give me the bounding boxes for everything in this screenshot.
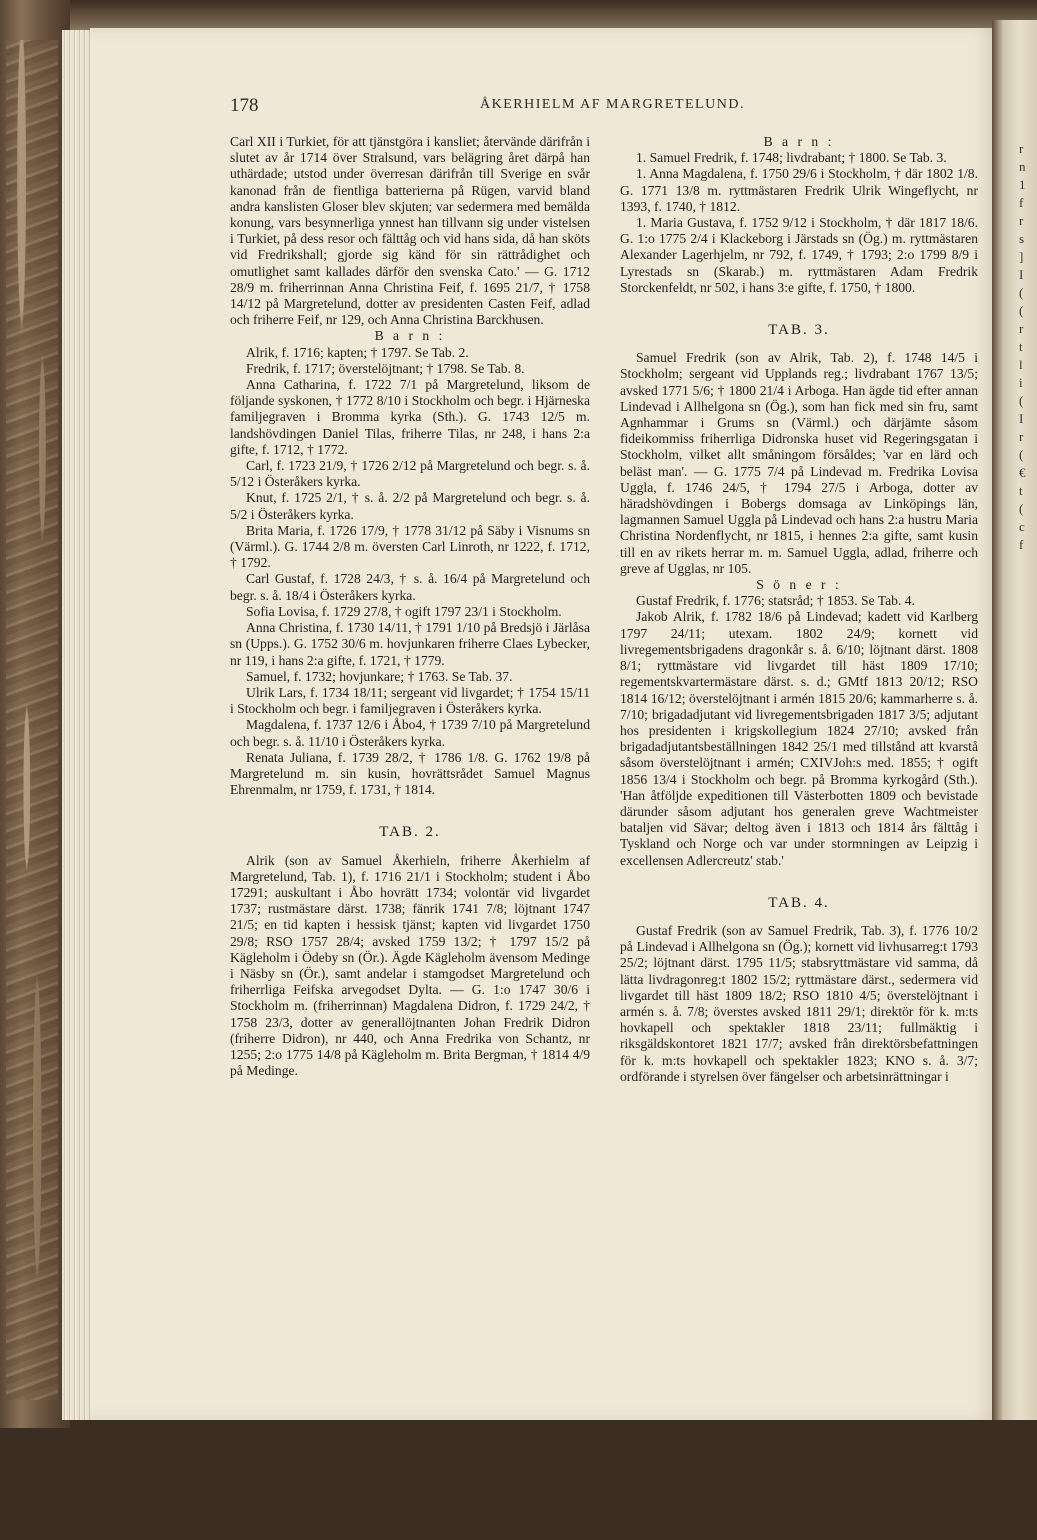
genealogy-entry: Gustaf Fredrik (son av Samuel Fredrik, Tab. 3), f. 1776 10/2 på Lindevad i Allhelgona sn (Ög.); kornett vid livhusarreg:t 1793 25/2; löjtnant därst. 1795 11/5; stabsryttmästare vid samma, då lätta livdragonreg:t 1802 15/2; ryttmästare därst., sedermera vid livgardet till häst 1809 18/2; RSO 1810 4/5; överstelöjtnant i armén s. å. 7/8; överstes avsked 1811 29/1; direktör för k. m:ts hovkapell och spektakler 1818 23/11; fullmäktig i riksgäldskontoret 1821 17/7; avsked från direktörsbefattningen för k. m:ts hovkapell och spektakler 1823; KNO s. å. 3/7; ordförande i styrelsen över fängelser och arbetsinrättningar i — [620, 922, 978, 1084]
genealogy-entry: Alrik, f. 1716; kapten; † 1797. Se Tab. 2. — [246, 344, 469, 360]
next-page-letter: r — [1019, 213, 1024, 228]
children-heading: B a r n : — [374, 328, 446, 344]
table-heading: TAB. 4. — [768, 894, 830, 911]
book-cover-edge — [0, 0, 70, 1428]
next-page-letter: ] — [1019, 249, 1024, 264]
left-text-column — [230, 134, 590, 1079]
next-page-letter: ( — [1019, 303, 1024, 318]
genealogy-entry: Gustaf Fredrik, f. 1776; statsråd; † 1853. Se Tab. 4. — [636, 593, 915, 609]
next-page-letter: I — [1019, 267, 1024, 282]
genealogy-entry: Jakob Alrik, f. 1782 18/6 på Lindevad; kadett vid Karlberg 1797 24/11; utexam. 1802 24/9; kornett vid livregementsbrigadens dragonkår s. å. 6/10; löjtnant därst. 1808 8/1; ryttmästare vid livgardet till häst 1809 17/10; regementskvartermästare därst. s. d.; GMtf 1813 20/12; RSO 1814 16/12; överstelöjtnant i armén 1815 20/6; kammarherre s. å. 7/10; brigadadjutant vid livregementsbrigaden 1817 3/5; adjutant hos presidenten i krigskollegium 1824 27/10; avsked från brigadadjutantsbeställningen 1842 25/1 med tillstånd att kvarstå såsom överstelöjtnant i armén; CXIVJoh:s med. 1855; † ogift 1856 13/4 i Stockholm och begr. på Bromma kyrkogård (Sth.). 'Han åtföljde expeditionen till Västerbotten 1809 och bevistade därunder såsom adjutant hos generalen greve Wachtmeister bataljen vid Sävar; deltog även i 1813 och 1814 års fälttåg i Tyskland och Norge och var under stormningen av Leipzig i excellensen Adlercreutz' stab.' — [620, 609, 978, 868]
next-page-letter: r — [1019, 429, 1024, 444]
genealogy-entry: Anna Catharina, f. 1722 7/1 på Margretelund, liksom de följande syskonen, † 1772 8/10 i Stockholm och begr. i Hjärneska familjegraven i Bromma kyrka (Sth.). G. 1743 12/5 m. landshövdingen Daniel Tilas, friherre Tilas, nr 248, i hans 2:a gifte, f. 1712, † 1772. — [230, 377, 590, 457]
genealogy-entry: 1. Maria Gustava, f. 1752 9/12 i Stockholm, † där 1817 18/6. G. 1:o 1775 2/4 i Klackeborg i Järstads sn (Ög.) m. ryttmästaren Alexander Lagerhjelm, nr 792, f. 1749, † 1793; 2:o 1799 8/9 i Lyrestads sn (Skarab.) m. ryttmästaren Adam Fredrik Storckenfeldt, nr 502, i hans 3:e gifte, f. 1750, † 1800. — [620, 215, 978, 295]
next-page-letter: I — [1019, 411, 1024, 426]
children-heading: S ö n e r : — [756, 577, 842, 593]
table-heading: TAB. 3. — [768, 322, 830, 339]
next-page-letter: l — [1019, 357, 1023, 372]
next-page-letter: r — [1019, 321, 1024, 336]
genealogy-entry: Knut, f. 1725 2/1, † s. å. 2/2 på Margretelund och begr. s. å. 5/2 i Österåkers kyrka. — [230, 490, 590, 522]
next-page-letter: i — [1019, 375, 1023, 390]
genealogy-entry: Renata Juliana, f. 1739 28/2, † 1786 1/8. G. 1762 19/8 på Margretelund m. sin kusin, hovrättsrådet Samuel Magnus Ehrenmalm, nr 1759, f. 1731, † 1814. — [230, 749, 590, 798]
genealogy-entry: Ulrik Lars, f. 1734 18/11; sergeant vid livgardet; † 1754 15/11 i Stockholm och begr. i familjegraven i Österåkers kyrka. — [230, 684, 590, 717]
next-page-letter: ( — [1019, 393, 1024, 408]
children-heading: B a r n : — [763, 134, 835, 149]
next-page-letter: 1 — [1019, 177, 1026, 192]
next-page-letter: ( — [1019, 447, 1024, 462]
genealogy-entry: Fredrik, f. 1717; överstelöjtnant; † 1798. Se Tab. 8. — [246, 360, 525, 376]
next-page-letter: t — [1019, 339, 1023, 354]
page-number: 178 — [230, 95, 259, 116]
paragraph: Carl XII i Turkiet, för att tjänstgöra i kansliet; återvände därifrån i slutet av år 1714 över Stralsund, vars belägring året därpå han uthärdade; utstod under överresan därifrån till Sverige en svår kanonad från de fientliga batterierna på Rügen, varvid bland andra kanslisten Gloser blev skjuten; var sedermera med bemälda konung, vars besynnerliga ynnest han tillvann sig under vistelsen i Turkiet, på dess resor och fälttåg och vid hans sida, då han sköts vid Fredrikshall; gjorde sig känd för sin rättrådighet och omutlighet samt kallades därför den svenska Cato.' — G. 1712 28/9 m. friherrinnan Anna Christina Feif, f. 1695 21/7, † 1758 14/12 på Margretelund, dotter av presidenten Casten Feif, adlad och friherre Feif, nr 129, och Anna Christina Barckhusen. — [230, 134, 590, 328]
next-page-letter: ( — [1019, 501, 1024, 516]
page-header — [230, 95, 1000, 119]
next-page-letter: c — [1019, 519, 1025, 534]
next-page-letter: ( — [1019, 285, 1024, 300]
next-page-letter: f — [1019, 195, 1024, 210]
genealogy-entry: 1. Samuel Fredrik, f. 1748; livdrabant; † 1800. Se Tab. 3. — [636, 150, 947, 166]
next-page-letter: f — [1019, 537, 1024, 552]
next-page-letter: s — [1019, 231, 1025, 246]
genealogy-entry: 1. Anna Magdalena, f. 1750 29/6 i Stockholm, † där 1802 1/8. G. 1771 13/8 m. ryttmästaren Fredrik Ulrik Wingeflycht, nr 1393, f. 1740, † 1812. — [620, 166, 978, 214]
running-head: ÅKERHIELM AF MARGRETELUND. — [480, 97, 745, 112]
genealogy-entry: Brita Maria, f. 1726 17/9, † 1778 31/12 på Säby i Visnums sn (Värml.). G. 1744 2/8 m. översten Carl Linroth, nr 1222, f. 1712, † 1792. — [230, 522, 590, 571]
table-heading: TAB. 2. — [379, 824, 441, 841]
marbled-cover-pattern — [6, 40, 58, 1400]
genealogy-entry: Samuel Fredrik (son av Alrik, Tab. 2), f. 1748 14/5 i Stockholm; sergeant vid Upplands reg.; livdrabant 1767 13/5; avsked 1771 5/6; † 1800 21/4 i Arboga. Han ägde tid efter annan Lindevad i Allhelgona sn (Ög.), som han fick med sin fru, samt Agnhammar i Grums sn (Värml.) och därjämte såsom fideikommiss friherrliga Didronska huset vid Regeringsgatan i Stockholm, vilket allt småningom försåldes; 'var en lärd och beläst man'. — G. 1775 7/4 på Lindevad m. Fredrika Lovisa Uggla, f. 1746 24/5, † 1794 27/5 i Arboga, dotter av häradshövdingen i Bobergs domsaga av Linköpings län, lagmannen Samuel Uggla på Lindevad och hans 2:a hustru Maria Christina Nordenflycht, nr 1815, i hennes 2:a gifte, samt kusin till en av rikets herrar m. m. Samuel Uggla, adlad, friherre och greve af Ugglas, nr 105. — [620, 350, 978, 576]
genealogy-entry: Sofia Lovisa, f. 1729 27/8, † ogift 1797 23/1 i Stockholm. — [246, 603, 562, 619]
next-page-letter: t — [1019, 483, 1023, 498]
genealogy-entry: Alrik (son av Samuel Åkerhieln, friherre Åkerhielm af Margretelund, Tab. 1), f. 1716 21/1 i Stockholm; student i Åbo 17291; auskultant i Åbo hovrätt 1734; volontär vid livgardet 1737; rustmästare därst. 1738; fänrik 1741 7/8; löjtnant 1747 21/5; en tid kapten i hessisk tjänst; kapten vid livgardet 1750 29/8; RSO 1757 28/4; avsked 1759 13/2; † 1797 15/2 på Kägleholm i Ödeby sn (Ör.). Ägde Kägleholm ävensom Medinge i Näsby sn (Ör.), samt andelar i stamgodset Margretelund och friherrliga Feifska arvegodset Dylta. — G. 1:o 1747 30/6 i Stockholm m. (friherrinnan) Magdalena Didron, f. 1729 24/2, † 1758 23/3, dotter av generallöjtnanten Johan Fredrik Didron (friherre Didron), nr 440, och Anna Fredrika von Schantz, nr 1255; 2:o 1775 14/8 på Kägleholm m. Brita Bergman, † 1814 4/9 på Medinge. — [230, 852, 590, 1079]
genealogy-entry: Anna Christina, f. 1730 14/11, † 1791 1/10 på Bredsjö i Järlåsa sn (Upps.). G. 1752 30/6 m. hovjunkaren friherre Claes Lybecker, nr 119, i hans 2:a gifte, f. 1721, † 1779. — [230, 620, 590, 668]
next-page-letter: € — [1019, 465, 1026, 480]
next-page-letter: n — [1019, 159, 1026, 174]
next-page-letter: r — [1019, 141, 1024, 156]
next-page-fragment — [1015, 140, 1037, 1540]
genealogy-entry: Carl, f. 1723 21/9, † 1726 2/12 på Margretelund och begr. s. å. 5/12 i Österåkers kyrka. — [230, 458, 590, 490]
right-text-column — [620, 134, 978, 1085]
genealogy-entry: Samuel, f. 1732; hovjunkare; † 1763. Se Tab. 37. — [246, 668, 513, 684]
genealogy-entry: Magdalena, f. 1737 12/6 i Åbo4, † 1739 7/10 på Margretelund och begr. s. å. 11/10 i Österåkers kyrka. — [230, 717, 590, 749]
genealogy-entry: Carl Gustaf, f. 1728 24/3, † s. å. 16/4 på Margretelund och begr. s. å. 18/4 i Österåkers kyrka. — [230, 571, 590, 603]
